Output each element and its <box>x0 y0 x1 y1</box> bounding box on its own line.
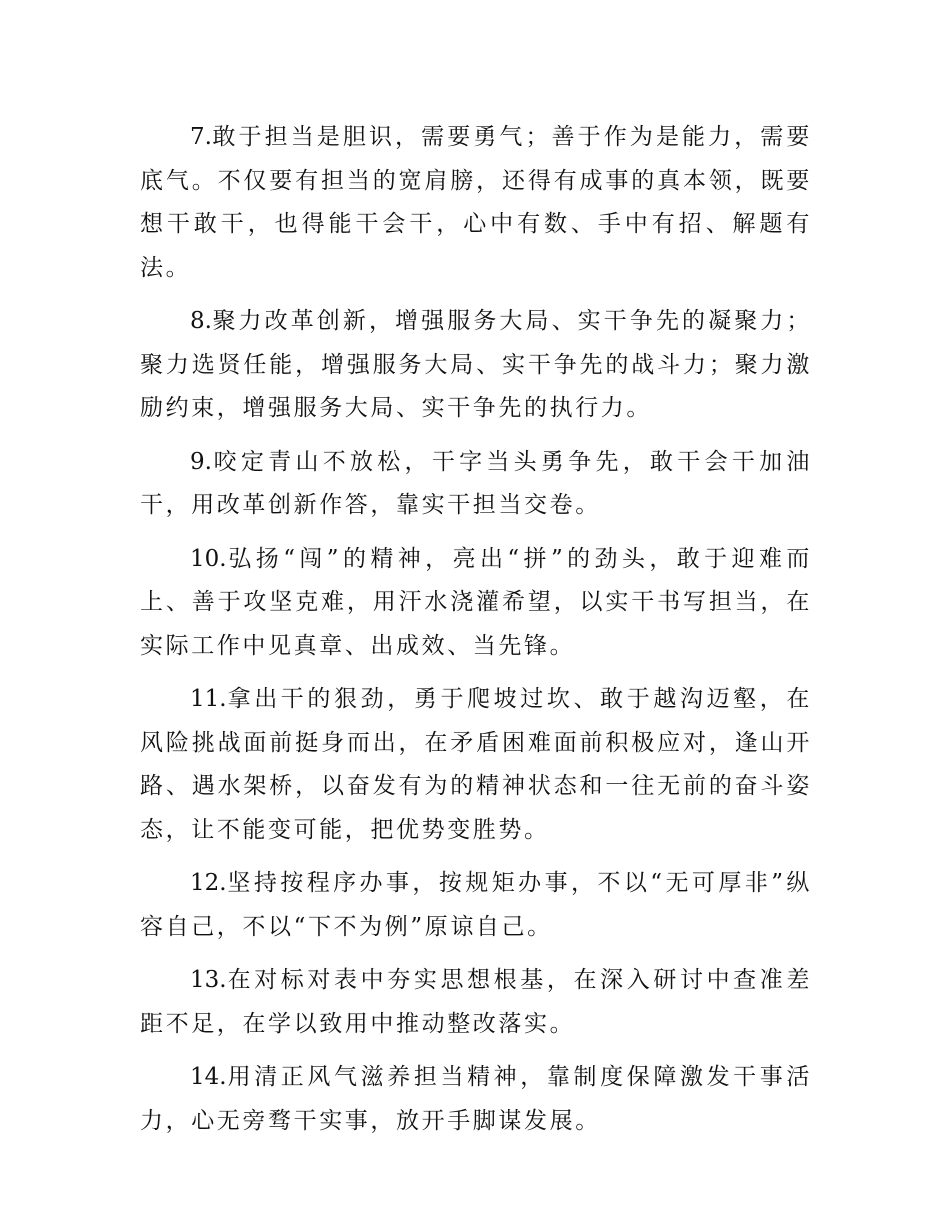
paragraph-8 <box>140 300 812 431</box>
paragraph-number: 14. <box>190 1064 227 1090</box>
paragraph-10 <box>140 538 812 669</box>
paragraph-7 <box>140 116 812 290</box>
paragraph-number: 10. <box>190 545 227 572</box>
paragraph-14 <box>140 1056 812 1143</box>
paragraph-number: 13. <box>190 967 227 993</box>
paragraph-text: 弘扬“闯”的精神，亮出“拼”的劲头，敢于迎难而上、善于攻坚克难，用汗水浇灌希望，以实干书写担当，在实际工作中见真章、出成效、当先锋。 <box>140 545 812 659</box>
paragraph-13 <box>140 959 812 1046</box>
paragraph-number: 11. <box>190 686 227 712</box>
paragraph-number: 12. <box>190 870 227 896</box>
paragraph-12 <box>140 862 812 949</box>
paragraph-text: 坚持按程序办事，按规矩办事，不以“无可厚非”纵容自己，不以“下不为例”原谅自己。 <box>140 870 812 940</box>
paragraph-text: 用清正风气滋养担当精神，靠制度保障激发干事活力，心无旁骛干实事，放开手脚谋发展。 <box>140 1064 812 1134</box>
paragraph-text: 聚力改革创新，增强服务大局、实干争先的凝聚力；聚力选贤任能，增强服务大局、实干争先的战斗力；聚力激励约束，增强服务大局、实干争先的执行力。 <box>140 308 812 421</box>
paragraph-text: 敢于担当是胆识，需要勇气；善于作为是能力，需要底气。不仅要有担当的宽肩膀，还得有成事的真本领，既要想干敢干，也得能干会干，心中有数、手中有招、解题有法。 <box>140 124 812 281</box>
paragraph-text: 在对标对表中夯实思想根基，在深入研讨中查准差距不足，在学以致用中推动整改落实。 <box>140 967 812 1037</box>
paragraph-text: 拿出干的狠劲，勇于爬坡过坎、敢于越沟迈壑，在风险挑战面前挺身而出，在矛盾困难面前积极应对，逢山开路、遇水架桥，以奋发有为的精神状态和一往无前的奋斗姿态，让不能变可能，把优势变胜势。 <box>140 686 812 843</box>
paragraph-number: 8. <box>190 308 212 334</box>
paragraph-9 <box>140 441 812 528</box>
paragraph-number: 7. <box>190 124 212 150</box>
paragraph-11 <box>140 678 812 852</box>
paragraph-text: 咬定青山不放松，干字当头勇争先，敢干会干加油干，用改革创新作答，靠实干担当交卷。 <box>140 448 812 518</box>
document-body <box>140 116 812 1153</box>
paragraph-number: 9. <box>190 448 212 475</box>
